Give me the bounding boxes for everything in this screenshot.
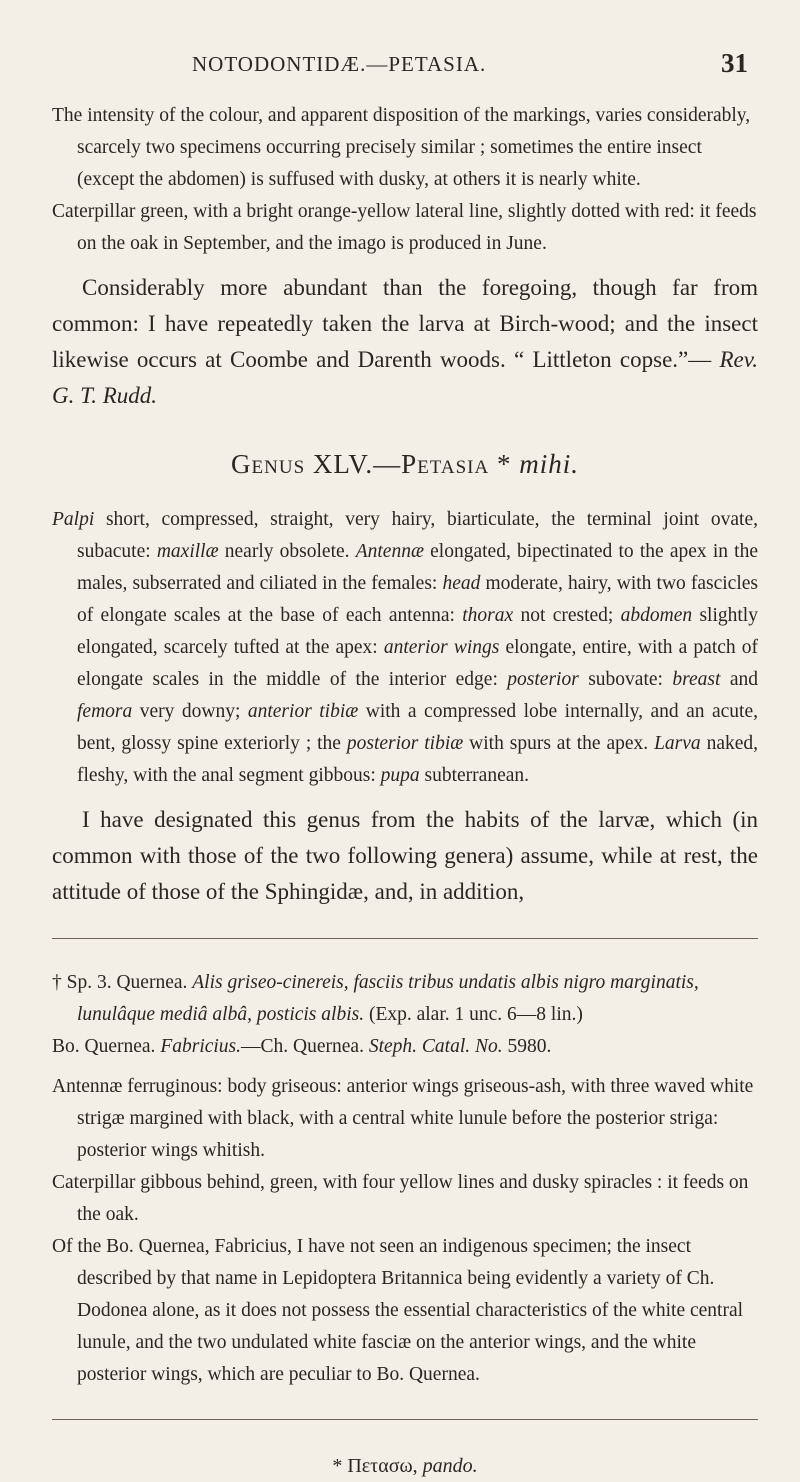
species-expanse: (Exp. alar. 1 unc. 6—8 lin.): [364, 1004, 583, 1025]
catalogue-number: 5980.: [502, 1036, 552, 1057]
footnote-mark: *: [332, 1455, 348, 1477]
abundance-credit: Rev. G. T. Rudd.: [52, 347, 758, 408]
page-header: [0, 48, 800, 82]
term-breast: breast: [672, 669, 721, 690]
species-number: † Sp. 3. Quernea.: [52, 972, 193, 993]
abundance-text: Considerably more abundant than the foregoing, though far from common: I have repeatedly taken the larva at Birch-wood; and the insect likewise occurs at Coombe and Darenth woods. “ Littleton copse.”—: [52, 275, 758, 372]
text-segment: very downy;: [132, 701, 248, 722]
text-segment: elongate, entire, with a patch of elongate scales in the middle of the interior edge:: [77, 637, 758, 690]
term-palpi: Palpi: [52, 509, 95, 530]
paragraph-intensity: The intensity of the colour, and apparent disposition of the markings, varies considerably, scarcely two specimens occurring precisely similar ; sometimes the entire insect (except the abdomen) is suffused with dusky, at others it is nearly white.: [52, 105, 751, 190]
text-segment: short, compressed, straight, very hairy, biarticulate, the terminal joint ovate, subacute:: [77, 509, 758, 562]
paragraph-designation: I have designated this genus from the habits of the larvæ, which (in common with those of the two following genera) assume, while at rest, the attitude of those of the Sphingidæ, and, in addition,: [52, 807, 758, 904]
term-pupa: pupa: [380, 765, 420, 786]
footnote: [52, 1450, 758, 1482]
catalogue-reference: Steph. Catal. No.: [368, 1036, 503, 1057]
term-anterior-tibiae: anterior tibiæ: [247, 701, 359, 722]
text-segment: nearly obsolete.: [218, 541, 356, 562]
paragraph-genus-characters: [52, 504, 758, 792]
text-segment: subterranean.: [419, 765, 530, 786]
text-segment: naked, fleshy, with the anal segment gibbous:: [77, 733, 759, 786]
paragraph-caterpillar-description: Caterpillar green, with a bright orange-yellow lateral line, slightly dotted with red: it feeds on the oak in September, and the imago is produced in June.: [52, 201, 757, 254]
page-number: 31: [721, 48, 748, 78]
text-segment: subovate:: [578, 669, 673, 690]
term-head: head: [442, 573, 481, 594]
genus-author: mihi.: [519, 449, 579, 479]
footnote-latin: pando.: [417, 1455, 478, 1477]
paragraph-antennae: Antennæ ferruginous: body griseous: anterior wings griseous-ash, with three waved white strigæ margined with black, with a central white lunule before the posterior striga: posterior wings whitish.: [52, 1076, 754, 1161]
species-entry: [52, 967, 758, 1031]
synonym-name: Bo. Quernea.: [52, 1036, 161, 1057]
term-larva: Larva: [654, 733, 701, 754]
term-antennae: Antennæ: [355, 541, 424, 562]
term-anterior-wings: anterior wings: [383, 637, 500, 658]
text-segment: moderate, hairy, with two fascicles of elongate scales at the base of each antenna:: [77, 573, 758, 626]
text-segment: slightly elongated, scarcely tufted at the apex:: [77, 605, 758, 658]
paragraph-indigenous-note: Of the Bo. Quernea, Fabricius, I have not seen an indigenous specimen; the insect described by that name in Lepidoptera Britannica being evidently a variety of Ch. Dodonea alone, as it does not possess the essential characteristics of the white central lunule, and the two undulated white fasciæ on the anterior wings, and the white posterior wings, which are peculiar to Bo. Quernea.: [52, 1236, 744, 1385]
section-divider: [52, 938, 758, 939]
genus-prefix: Genus XLV.—: [231, 449, 402, 479]
genus-name: Petasia: [401, 449, 490, 479]
page-body: [52, 100, 758, 1482]
paragraph-caterpillar-quernea: Caterpillar gibbous behind, green, with four yellow lines and dusky spiracles : it feeds on the oak.: [52, 1172, 749, 1225]
text-segment: with spurs at the apex.: [463, 733, 655, 754]
genus-footnote-mark: *: [489, 449, 520, 479]
footnote-divider: [52, 1419, 758, 1420]
paragraph-abundance: [52, 270, 758, 414]
synonym-author: Fabricius.: [160, 1036, 242, 1057]
term-posterior: posterior: [507, 669, 579, 690]
text-segment: with a compressed lobe internally, and an acute, bent, glossy spine exteriorly ; the: [77, 701, 758, 754]
text-segment: elongated, bipectinated to the apex in the males, subserrated and ciliated in the females:: [77, 541, 758, 594]
footnote-greek: Πετασω,: [347, 1455, 418, 1477]
text-segment: and: [720, 669, 759, 690]
species-diagnosis: Alis griseo-cinereis, fasciis tribus undatis albis nigro marginatis, lunulâque mediâ albâ, posticis albis.: [77, 972, 699, 1025]
term-maxillae: maxillæ: [156, 541, 219, 562]
term-thorax: thorax: [462, 605, 514, 626]
synonym-name: —Ch. Quernea.: [241, 1036, 369, 1057]
running-title: NOTODONTIDÆ.—PETASIA.: [192, 52, 487, 76]
text-segment: not crested;: [513, 605, 621, 626]
genus-heading: [52, 448, 758, 480]
term-posterior-tibiae: posterior tibiæ: [346, 733, 464, 754]
species-synonymy: [52, 1031, 758, 1063]
term-femora: femora: [77, 701, 133, 722]
term-abdomen: abdomen: [620, 605, 693, 626]
